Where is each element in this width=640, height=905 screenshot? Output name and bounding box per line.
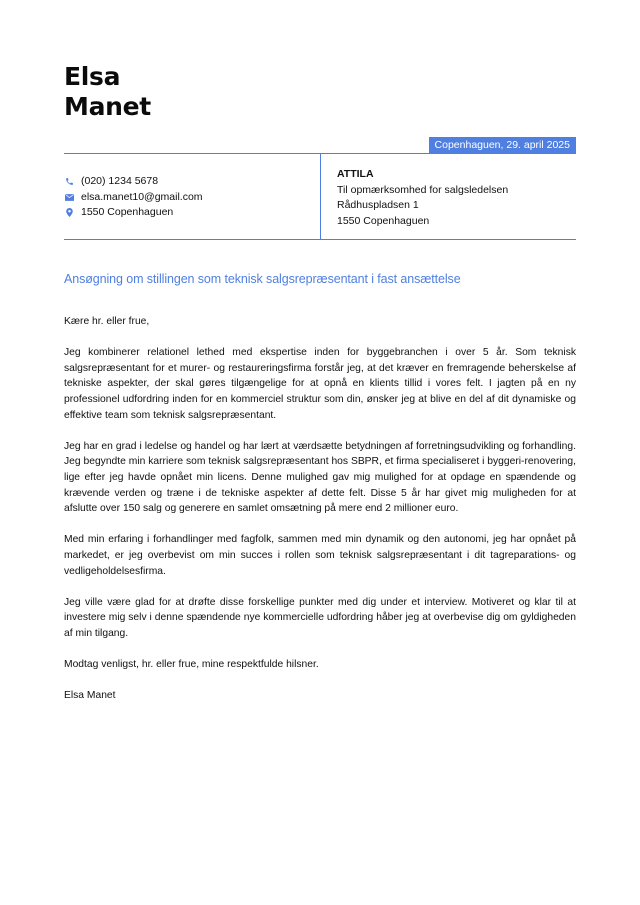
contact-block [64, 174, 203, 221]
salutation: Kære hr. eller frue, [64, 316, 150, 327]
paragraph-3: Med min erfaring i forhandlinger med fagfolk, sammen med min dynamik og den autonomi, jeg har opnået på markedet, er jeg overbevist om min succes i rollen som teknisk salgsrepræsentant i dit tagreparations- og vedligeholdelsesfirma. [64, 534, 576, 577]
address-text: 1550 Copenhaguen [81, 206, 174, 218]
recipient-city: 1550 Copenhaguen [337, 214, 430, 227]
letter-subject: Ansøgning om stillingen som teknisk salgsrepræsentant i fast ansættelse [64, 272, 461, 286]
date-badge: Copenhaguen, 29. april 2025 [429, 137, 576, 154]
email-text: elsa.manet10@gmail.com [81, 190, 203, 203]
recipient-company: ATTILA [337, 168, 374, 180]
paragraph-2: Jeg har en grad i ledelse og handel og har lært at værdsætte betydningen af forretningsudvikling og forhandling. Jeg begyndte min karriere som teknisk salgsrepræsentant hos SBPR, et firma specialiseret i byggeri-renovering, lige efter jeg havde opnået min licens. Denne mulighed gav mig mulighed for at opdage en spændende og krævende verden og træne i de tekniske aspekter af dette felt. Disse 5 år har givet mig muligheden for at afslutte over 150 salg og generere en samlet omsætning på mere end 2 millioner euro. [64, 440, 576, 515]
closing: Modtag venligst, hr. eller frue, mine respektfulde hilsner. [64, 659, 319, 671]
paragraph-1: Jeg kombinerer relationel lethed med ekspertise inden for byggebranchen i over 5 år. Som teknisk salgsrepræsentant for et murer- og restaureringsfirma forstår jeg, at det kræver en fremragende beherskelse af tekniske aspekter, der skal gøres tilgængelige for at opnå en klients tillid i vores felt. I jagten på en ny professionel udfordring inden for en kommerciel struktur som din, ønsker jeg at blive en del af dit dynamiske og effektive team som teknisk salgsrepræsentant. [64, 347, 576, 421]
recipient-attention: Til opmærksomhed for salgsledelsen [337, 183, 509, 196]
letter-body [64, 314, 576, 719]
sender-first-name: Elsa [64, 62, 121, 91]
envelope-icon [64, 192, 75, 203]
contact-email [64, 190, 203, 206]
header-divider-vertical [320, 154, 321, 240]
header-divider-bottom [64, 239, 576, 240]
location-pin-icon [64, 207, 75, 218]
paragraph-4: Jeg ville være glad for at drøfte disse forskellige punkter med dig under et interview. Motiveret og klar til at investere mig selv i denne spændende nye kommercielle udfordring håber jeg at overbevise dig om gyldigheden af min tilgang. [64, 596, 576, 639]
sender-last-name: Manet [64, 92, 151, 121]
contact-address [64, 205, 203, 221]
phone-text: (020) 1234 5678 [81, 175, 159, 187]
contact-phone [64, 174, 203, 190]
signature: Elsa Manet [64, 690, 116, 702]
sender-name [64, 62, 151, 122]
recipient-block [337, 167, 508, 229]
recipient-street: Rådhuspladsen 1 [337, 199, 419, 211]
phone-icon [64, 176, 75, 187]
